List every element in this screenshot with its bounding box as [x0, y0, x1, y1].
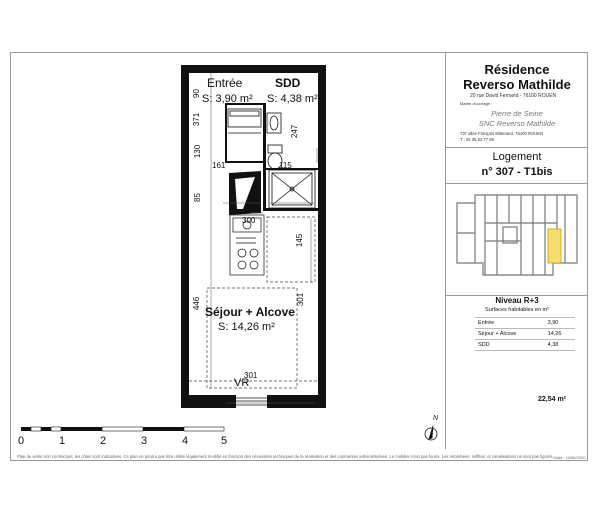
logement-label: Logement	[492, 151, 542, 163]
outer-walls	[181, 65, 326, 408]
residence-address: 20 rue David Fernand - 76100 ROUEN	[470, 93, 557, 99]
surfaces-total: 22,54 m²	[538, 396, 567, 403]
dim-301-horizontal: 301	[244, 371, 258, 380]
title-panel	[446, 53, 588, 449]
residence-name-line1: Résidence	[484, 62, 550, 77]
room-entree-surface: S: 3,90 m²	[202, 93, 253, 105]
room-entree-name: Entrée	[207, 76, 243, 90]
plan-sheet	[10, 52, 588, 461]
plan-date: Date : 11/06/2020	[554, 455, 586, 460]
room-sejour-surface: S: 14,26 m²	[218, 321, 275, 333]
logement-number: n° 307 - T1bis	[481, 166, 553, 178]
niveau-label: Niveau R+3	[495, 296, 539, 305]
dim-130: 130	[193, 144, 203, 159]
table-row: Séjour + Alcove 14,26	[475, 329, 575, 340]
scale-tick-4: 4	[182, 435, 189, 447]
surfaces-title: Surfaces habitables en m²	[485, 307, 549, 313]
promoter-phone: T : 02 35 52 77 99	[460, 137, 494, 142]
table-row: SDD 4,38	[475, 340, 575, 351]
dim-145: 145	[295, 233, 305, 248]
dim-446: 446	[192, 296, 202, 311]
scale-tick-3: 3	[141, 435, 148, 447]
north-arrow-icon	[425, 426, 437, 440]
entry-closet	[228, 109, 261, 133]
wardrobe-block	[229, 171, 261, 215]
highlighted-unit	[548, 229, 561, 263]
promoter-address: 737 allée François Mitterand, 76100 ROUEN	[460, 131, 544, 136]
table-row: Entrée 3,90	[475, 318, 575, 329]
washbasin	[267, 113, 281, 133]
room-sdd-surface: S: 4,38 m²	[267, 93, 318, 105]
floor-plan	[11, 53, 445, 449]
scale-bar	[21, 427, 224, 431]
dim-115: 115	[279, 161, 292, 170]
dim-300: 300	[242, 216, 256, 225]
scale-tick-5: 5	[221, 435, 228, 447]
north-label: N	[433, 415, 439, 422]
room-sdd-name: SDD	[275, 76, 301, 90]
promoter-role: Maître d'ouvrage :	[460, 101, 493, 106]
key-plan	[453, 189, 581, 289]
surfaces-table	[475, 317, 575, 351]
window-opening	[236, 398, 267, 405]
dim-161: 161	[212, 161, 226, 170]
legal-footer: Plan de vente non contractuel, les côtes sont indicatives. Ce plan ne pourra pas être utilisé légalement modifié en fonction des nécessités techniques de la réalisation et des contraintes administratives. Le mobilier n'est pas fourni. Les retombées, soffites, et canalisations ne sont pas figurés.	[17, 454, 554, 459]
dim-301-vertical: 301	[296, 292, 306, 307]
scale-tick-2: 2	[100, 435, 107, 447]
promoter-name-line2: SNC Reverso Mathilde	[478, 119, 556, 128]
room-sejour-name: Séjour + Alcove	[205, 305, 295, 319]
scale-tick-0: 0	[18, 435, 25, 447]
dim-85: 85	[192, 193, 202, 202]
dim-247: 247	[290, 124, 300, 139]
vr-label: VR	[234, 377, 250, 389]
dim-371: 371	[192, 112, 202, 127]
dim-90: 90	[191, 89, 201, 98]
promoter-name-line1: Pierre de Seine	[491, 109, 543, 118]
scale-tick-1: 1	[59, 435, 66, 447]
residence-name-line2: Reverso Mathilde	[463, 77, 571, 92]
shower-tray	[269, 170, 315, 208]
